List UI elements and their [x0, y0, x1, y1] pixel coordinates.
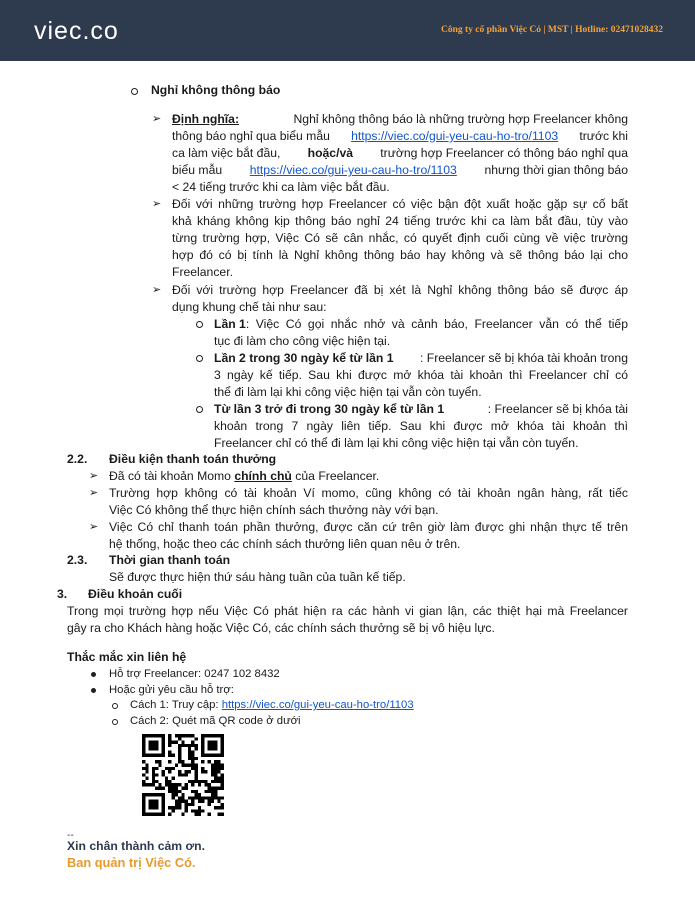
level3-line-3: Freelancer chỉ có thể đi làm lại khi công việc hiện tại vẫn còn tuyển. [214, 436, 579, 450]
payment-item-3-line-1: Việc Có chỉ thanh toán phần thưởng, được căn cứ trên giờ làm được ghi nhận thực tế trên [109, 520, 628, 534]
contact-title: Thắc mắc xin liên hệ [67, 650, 187, 664]
definition-line-2: thông báo nghỉ qua biểu mẫu https://viec.co/gui-yeu-cau-ho-tro/1103 trước khi [172, 129, 628, 143]
payment-time-text: Sẽ được thực hiện thứ sáu hàng tuần của tuần kế tiếp. [109, 570, 406, 584]
qr-code-image [142, 734, 224, 816]
contact-request: Hoặc gửi yêu cầu hỗ trợ: [109, 684, 234, 696]
emergency-line-4: hợp đó có bị tính là Nghỉ không thông báo hay không và sẽ thông báo lại cho [172, 248, 628, 262]
section-number-2-2: 2.2. [67, 452, 88, 466]
hollow-bullet-icon [196, 406, 203, 413]
section-title-payment: Điều kiện thanh toán thưởng [109, 452, 277, 466]
level1-line-2: tục đi làm cho công việc hiện tại. [214, 334, 391, 348]
thanks-text: Xin chân thành cảm ơn. [67, 839, 206, 853]
contact-support-phone: Hỗ trợ Freelancer: 0247 102 8432 [109, 668, 280, 680]
hollow-bullet-icon [112, 703, 118, 709]
hollow-bullet-icon [131, 88, 138, 95]
section-title-final-terms: Điều khoản cuối [88, 587, 183, 601]
hollow-bullet-icon [196, 355, 203, 362]
arrow-bullet-icon: ➢ [89, 487, 99, 499]
bullet-dot-icon [91, 672, 96, 677]
section-title-no-notice: Nghỉ không thông báo [151, 83, 281, 97]
definition-line-4: biểu mẫu https://viec.co/gui-yeu-cau-ho-tro/1103 nhưng thời gian thông báo [172, 163, 628, 177]
viecco-logo: viec.co [34, 17, 119, 45]
bullet-dot-icon [91, 688, 96, 693]
emergency-line-5: Freelancer. [172, 265, 233, 279]
arrow-bullet-icon: ➢ [152, 113, 162, 125]
definition-line-3: ca làm việc bắt đầu, hoặc/và trường hợp Freelancer có thông báo nghỉ qua [172, 146, 628, 160]
final-terms-line-1: Trong mọi trường hợp nếu Việc Có phát hiện ra các hành vi gian lận, các thiệt hại mà Freelancer [67, 604, 628, 618]
section-number-2-3: 2.3. [67, 553, 88, 567]
contact-support-link[interactable]: https://viec.co/gui-yeu-cau-ho-tro/1103 [221, 699, 414, 711]
emergency-line-2: khả kháng không kịp thông báo nghỉ 24 tiếng trước khi ca làm bắt đầu, tùy vào [172, 214, 628, 228]
final-terms-line-2: gây ra cho Khách hàng hoặc Việc Có, các chính sách thưởng sẽ bị vô hiệu lực. [67, 621, 495, 635]
definition-line-5: < 24 tiếng trước khi ca làm việc bắt đầu. [172, 180, 390, 194]
payment-item-2-line-1: Trường hợp không có tài khoản Ví momo, cũng không có tài khoản ngân hàng, rất tiếc [109, 486, 628, 500]
company-info: Công ty cổ phần Việc Có | MST | Hotline: 02471028432 [441, 25, 663, 35]
section-title-payment-time: Thời gian thanh toán [109, 553, 231, 567]
signoff-dashes: -- [67, 830, 74, 841]
payment-item-2-line-2: Việc Có không thể thực hiện chính sách thưởng này với bạn. [109, 503, 439, 517]
arrow-bullet-icon: ➢ [89, 470, 99, 482]
level2-line-2: 3 ngày kế tiếp. Sau khi được mở khóa tài khoản thì Freelancer chỉ có [214, 368, 628, 382]
level2-line-3: thể đi làm lại khi công việc hiện tại vẫn còn tuyển. [214, 385, 482, 399]
level2-line-1: Lần 2 trong 30 ngày kể từ lần 1 : Freelancer sẽ bị khóa tài khoản trong [214, 351, 628, 365]
arrow-bullet-icon: ➢ [152, 198, 162, 210]
arrow-bullet-icon: ➢ [89, 521, 99, 533]
level3-line-2: khoản trong 7 ngày liên tiếp. Sau khi được mở khóa tài khoản thì [214, 419, 628, 433]
emergency-line-3: từng trường hợp, Việc Có sẽ cân nhắc, có quyết định cuối cùng về việc trường [172, 231, 628, 245]
definition-line-1: Định nghĩa: Nghỉ không thông báo là những trường hợp Freelancer không [172, 112, 628, 126]
penalty-line-1: Đối với trường hợp Freelancer đã bị xét là Nghỉ không thông báo sẽ được áp [172, 283, 628, 297]
signature-team: Ban quản trị Việc Có. [67, 855, 196, 870]
payment-item-1: Đã có tài khoản Momo chính chủ của Freelancer. [109, 469, 380, 483]
level3-line-1: Từ lần 3 trở đi trong 30 ngày kể từ lần 1 : Freelancer sẽ bị khóa tài [214, 402, 628, 416]
emergency-line-1: Đối với những trường hợp Freelancer có việc bận đột xuất hoặc gặp sự cố bất [172, 197, 628, 211]
page-header [0, 0, 695, 61]
section-number-3: 3. [57, 587, 68, 601]
support-form-link-2[interactable]: https://viec.co/gui-yeu-cau-ho-tro/1103 [249, 163, 457, 177]
level1-line-1: Lần 1 : Việc Có gọi nhắc nhở và cảnh báo, Freelancer vẫn có thể tiếp [214, 317, 628, 331]
hollow-bullet-icon [112, 719, 118, 725]
support-form-link[interactable]: https://viec.co/gui-yeu-cau-ho-tro/1103 [351, 129, 559, 143]
payment-item-3-line-2: hệ thống, hoặc theo các chính sách thưởng liên quan nêu ở trên. [109, 537, 461, 551]
hollow-bullet-icon [196, 321, 203, 328]
penalty-line-2: dụng khung chế tài như sau: [172, 300, 327, 314]
arrow-bullet-icon: ➢ [152, 284, 162, 296]
contact-way-1: Cách 1: Truy cập: https://viec.co/gui-yeu-cau-ho-tro/1103 [130, 699, 414, 711]
contact-way-2: Cách 2: Quét mã QR code ở dưới [130, 715, 301, 727]
